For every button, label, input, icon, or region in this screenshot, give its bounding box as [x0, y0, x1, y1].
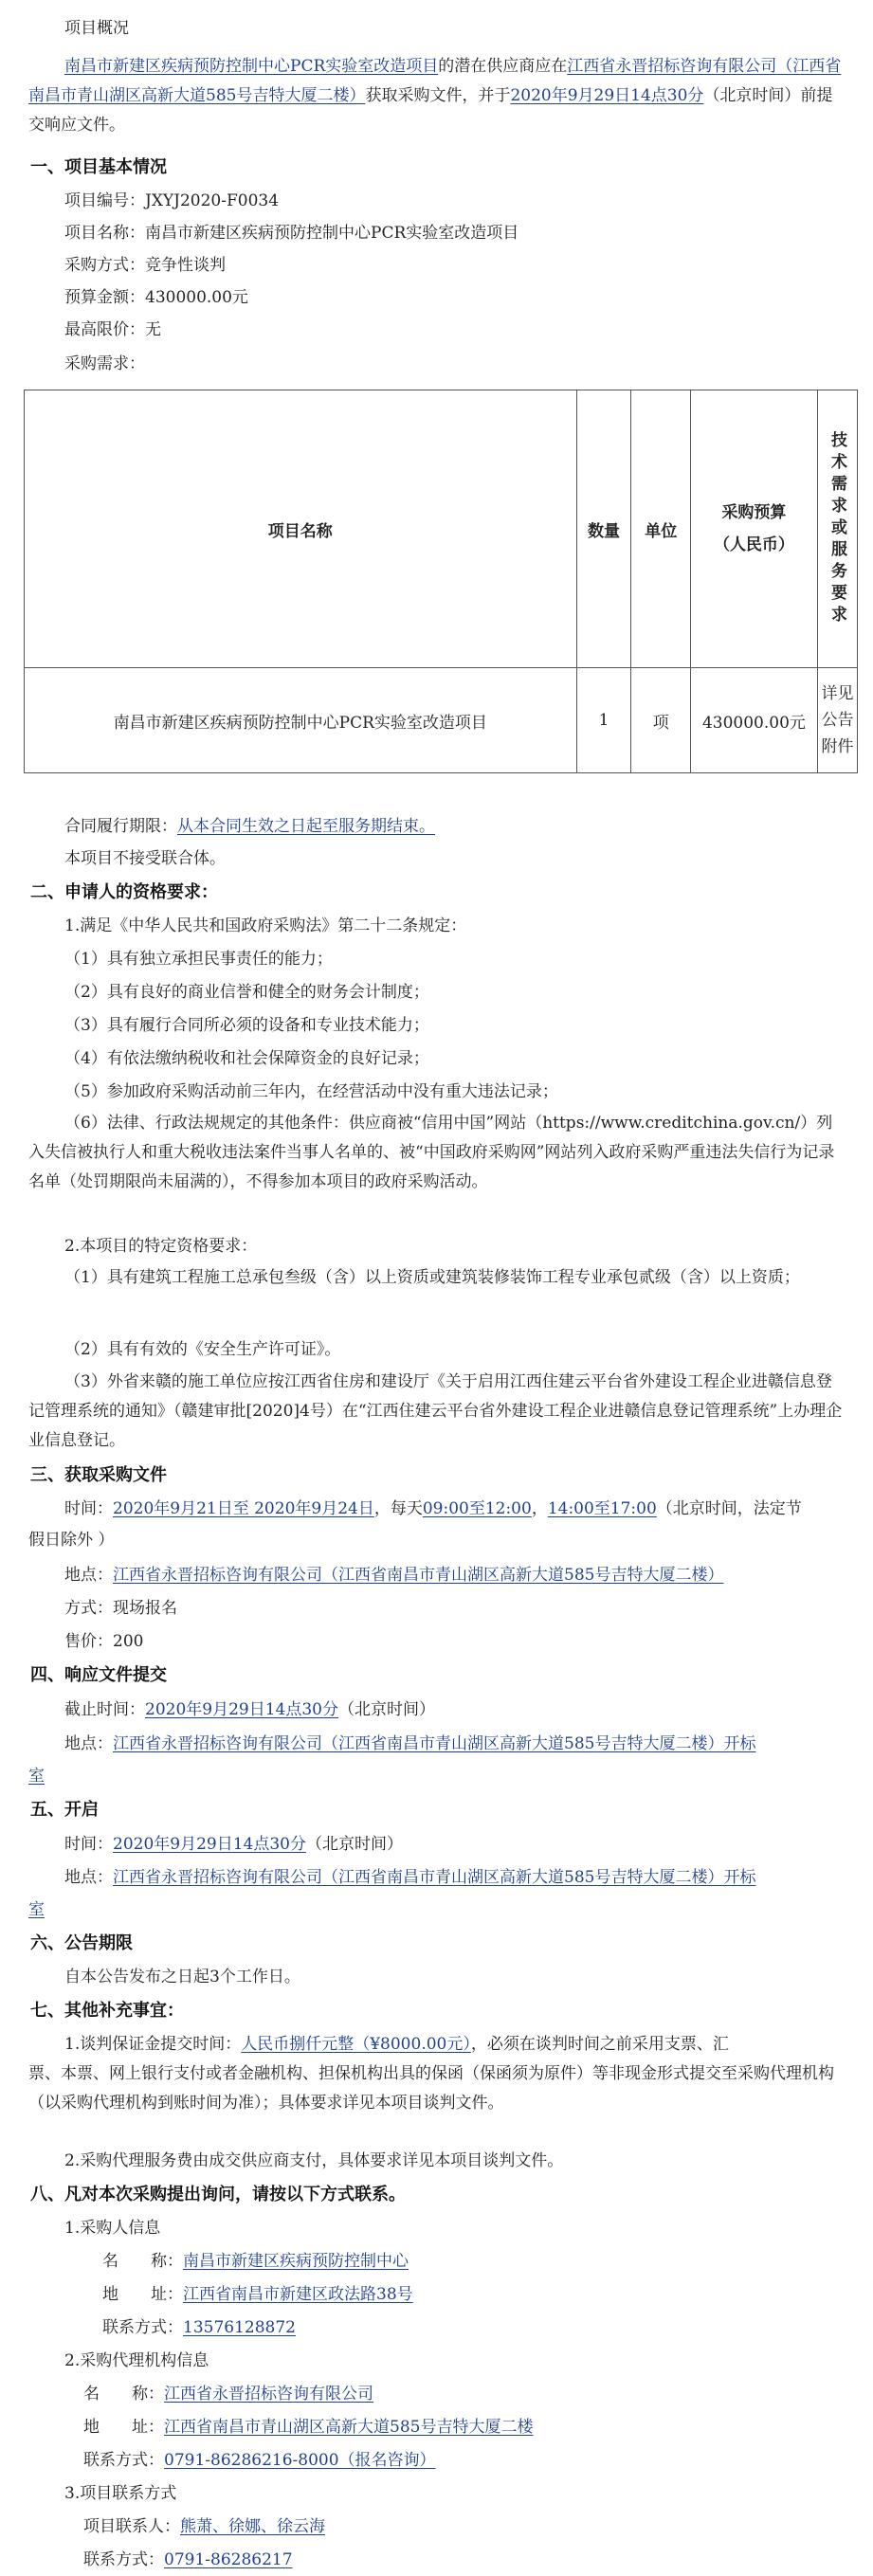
notice-period: 自本公告发布之日起3个工作日。 [64, 1968, 300, 1986]
deposit-text: ，必须在谈判时间之前采用支票、汇 [470, 2035, 729, 2054]
project-contact-title: 3.项目联系方式 [64, 2484, 177, 2503]
intro-text: 的潜在供应商应在 [438, 57, 568, 76]
doc-address [64, 1564, 723, 1587]
procurement-demand: 采购需求： [64, 354, 145, 373]
doc-time-note: （北京时间，法定节 [656, 1499, 802, 1518]
submit-deadline [64, 1698, 435, 1721]
agency-name [83, 2383, 373, 2405]
submit-address-cont: 室 [28, 1767, 45, 1786]
doc-address-value: 江西省永晋招标咨询有限公司（江西省南昌市青山湖区高新大道585号吉特大厦二楼） [113, 1566, 724, 1585]
agency-contact-label: 联系方式： [83, 2451, 164, 2470]
service-fee: 2.采购代理服务费由成交供应商支付，具体要求详见本项目谈判文件。 [64, 2151, 564, 2170]
agency-link[interactable]: 江西省永晋招标咨询有限公司 [567, 57, 777, 76]
agency-address-value: 江西省南昌市青山湖区高新大道585号吉特大厦二楼 [164, 2418, 534, 2437]
section-3-heading: 三、获取采购文件 [30, 1465, 167, 1485]
contract-value: 从本合同生效之日起至服务期结束。 [177, 817, 435, 836]
qualification-1-item-4: （4）有依法缴纳税收和社会保障资金的良好记录； [64, 1049, 429, 1068]
deposit-line [64, 2033, 729, 2056]
header-budget-text: 采购预算（人民币） [713, 503, 794, 554]
agency-info-title: 2.采购代理机构信息 [64, 2351, 209, 2370]
project-contact-phone-value[interactable]: 0791-86286217 [164, 2550, 293, 2569]
contract-label: 合同履行期限： [64, 817, 177, 836]
open-address-value: 江西省永晋招标咨询有限公司（江西省南昌市青山湖区高新大道585号吉特大厦二楼）开标 [113, 1868, 756, 1887]
no-union-note: 本项目不接受联合体。 [64, 849, 226, 868]
budget-amount: 预算金额：430000.00元 [64, 288, 248, 307]
qualification-1-item-1: （1）具有独立承担民事责任的能力； [64, 950, 333, 969]
project-contact-phone-label: 联系方式： [83, 2550, 164, 2569]
submit-deadline-label: 截止时间： [64, 1700, 145, 1719]
section-8-heading: 八、凡对本次采购提出询问，请按以下方式联系。 [30, 2185, 406, 2204]
submit-address [64, 1732, 755, 1755]
header-quantity: 数量 [576, 390, 631, 668]
header-tech-requirement [817, 390, 857, 668]
agency-address-label: 地 址： [83, 2418, 164, 2437]
purchaser-name-value: 南昌市新建区疾病预防控制中心 [183, 2252, 409, 2271]
open-address-cont: 室 [28, 1900, 45, 1919]
cell-tech-text: 详见公告附件 [821, 684, 854, 756]
purchaser-address [102, 2283, 413, 2306]
doc-address-label: 地点： [64, 1566, 113, 1585]
procurement-method: 采购方式：竞争性谈判 [64, 256, 226, 275]
agency-contact-value[interactable]: 0791-86286216-8000（报名咨询） [164, 2451, 436, 2470]
qualification-2-item-2: （2）具有有效的《安全生产许可证》。 [64, 1340, 341, 1359]
project-name: 项目名称：南昌市新建区疾病预防控制中心PCR实验室改造项目 [64, 224, 519, 243]
requirement-table [24, 390, 858, 773]
submit-address-value: 江西省永晋招标咨询有限公司（江西省南昌市青山湖区高新大道585号吉特大厦二楼）开标 [113, 1734, 756, 1753]
purchaser-info-title: 1.采购人信息 [64, 2219, 161, 2238]
doc-time-dates: 2020年9月21日至 2020年9月24日 [113, 1499, 374, 1518]
max-price: 最高限价：无 [64, 320, 161, 339]
section-7-heading: 七、其他补充事宜： [30, 2001, 184, 2021]
project-contact-phone [83, 2549, 293, 2571]
purchaser-contact-label: 联系方式： [102, 2318, 183, 2337]
project-contact-person-label: 项目联系人： [83, 2517, 180, 2536]
qualification-1: 1.满足《中华人民共和国政府采购法》第二十二条规定： [64, 916, 467, 935]
overview-title: 项目概况 [64, 19, 129, 38]
project-code: 项目编号：JXYJ2020-F0034 [64, 191, 280, 210]
cell-project-name: 南昌市新建区疾病预防控制中心PCR实验室改造项目 [25, 668, 577, 773]
agency-address-link[interactable]: （江西省南昌市青山湖区高新大道585号吉特大厦二楼） [28, 57, 842, 105]
header-budget [690, 390, 817, 668]
open-time-label: 时间： [64, 1835, 113, 1854]
section-4-heading: 四、响应文件提交 [30, 1665, 167, 1685]
contract-period [64, 815, 435, 838]
doc-way: 方式：现场报名 [64, 1599, 177, 1618]
doc-time-morning: 09:00至12:00 [422, 1499, 532, 1518]
project-contact-person-value: 熊萧、徐娜、徐云海 [180, 2517, 325, 2536]
doc-time [64, 1497, 802, 1520]
section-1-heading: 一、项目基本情况 [30, 157, 167, 177]
agency-name-label: 名 称： [83, 2385, 164, 2404]
purchaser-address-label: 地 址： [102, 2285, 183, 2304]
overview-intro [28, 52, 846, 140]
purchaser-contact-value[interactable]: 13576128872 [183, 2318, 296, 2337]
cell-unit: 项 [631, 668, 690, 773]
project-name-link[interactable]: 南昌市新建区疾病预防控制中心PCR实验室改造项目 [64, 57, 439, 76]
open-address-label: 地点： [64, 1868, 113, 1887]
qualification-1-item-2: （2）具有良好的商业信誉和健全的财务会计制度； [64, 983, 429, 1002]
purchaser-name [102, 2250, 409, 2273]
deposit-amount: 人民币捌仟元整（¥8000.00元） [241, 2035, 471, 2054]
header-unit: 单位 [631, 390, 690, 668]
agency-address [83, 2416, 533, 2439]
submit-deadline-value: 2020年9月29日14点30分 [145, 1700, 338, 1719]
qualification-1-item-5: （5）参加政府采购活动前三年内，在经营活动中没有重大违法记录； [64, 1082, 558, 1101]
purchaser-name-label: 名 称： [102, 2252, 183, 2271]
open-address [64, 1866, 755, 1889]
deadline-link[interactable]: 2020年9月29日14点30分 [510, 86, 704, 105]
section-6-heading: 六、公告期限 [30, 1933, 133, 1953]
cell-tech-requirement [817, 668, 857, 773]
qualification-2-item-3: （3）外省来赣的施工单位应按江西省住房和建设厅《关于启用江西住建云平台省外建设工程企业进赣信息登记管理系统的通知》（赣建审批[2020]4号）在“江西住建云平台省外建设工程企业进赣信息登记管理系统”上办理企业信息登记。 [28, 1372, 843, 1450]
open-time-value: 2020年9月29日14点30分 [113, 1835, 306, 1854]
submit-address-label: 地点： [64, 1734, 113, 1753]
qualification-2: 2.本项目的特定资格要求： [64, 1237, 258, 1256]
qualification-2-item-1: （1）具有建筑工程施工总承包叁级（含）以上资质或建筑装修装饰工程专业承包贰级（含）以上资质； [64, 1268, 800, 1287]
doc-time-afternoon: 14:00至17:00 [547, 1499, 657, 1518]
open-time [64, 1833, 403, 1856]
open-time-tail: （北京时间） [305, 1835, 403, 1854]
qualification-1-item-6: （6）法律、行政法规规定的其他条件：供应商被“信用中国”网站（https://www.creditchina.gov.cn/）列入失信被执行人和重大税收违法案件当事人名单的、被“中国政府采购网”网站列入政府采购严重违法失信行为记录名单（处罚期限尚未届满的），不得参加本项目的政府采购活动。 [28, 1114, 835, 1191]
doc-time-comma: ， [531, 1499, 548, 1518]
purchaser-address-value: 江西省南昌市新建区政法路38号 [183, 2285, 413, 2304]
table-header-row [25, 390, 858, 668]
deposit-detail: 票、本票、网上银行支付或者金融机构、担保机构出具的保函（保函须为原件）等非现金形式提交至采购代理机构（以采购代理机构到账时间为准）；具体要求详见本项目谈判文件。 [28, 2064, 834, 2113]
table-row [25, 668, 858, 773]
header-tech-text: 技术需求或服务要求 [827, 430, 846, 627]
section-5-heading: 五、开启 [30, 1800, 99, 1820]
doc-time-sep: ，每天 [373, 1499, 423, 1518]
agency-contact [83, 2449, 436, 2472]
deposit-label: 1.谈判保证金提交时间： [64, 2035, 242, 2054]
cell-budget: 430000.00元 [690, 668, 817, 773]
submit-deadline-tail: （北京时间） [337, 1700, 435, 1719]
doc-time-holiday: 假日除外 ） [28, 1531, 115, 1550]
intro-text-2: 获取采购文件，并于 [365, 86, 511, 105]
header-project-name: 项目名称 [25, 390, 577, 668]
doc-price: 售价：200 [64, 1632, 144, 1651]
purchaser-contact [102, 2316, 296, 2339]
section-2-heading: 二、申请人的资格要求： [30, 882, 218, 902]
doc-time-label: 时间： [64, 1499, 113, 1518]
cell-quantity: 1 [576, 668, 631, 773]
agency-name-value: 江西省永晋招标咨询有限公司 [164, 2385, 373, 2404]
intro-text-3: （北京时间）前提交响应文件。 [28, 86, 833, 135]
qualification-1-item-3: （3）具有履行合同所必须的设备和专业技术能力； [64, 1016, 429, 1035]
project-contact-person [83, 2515, 325, 2538]
